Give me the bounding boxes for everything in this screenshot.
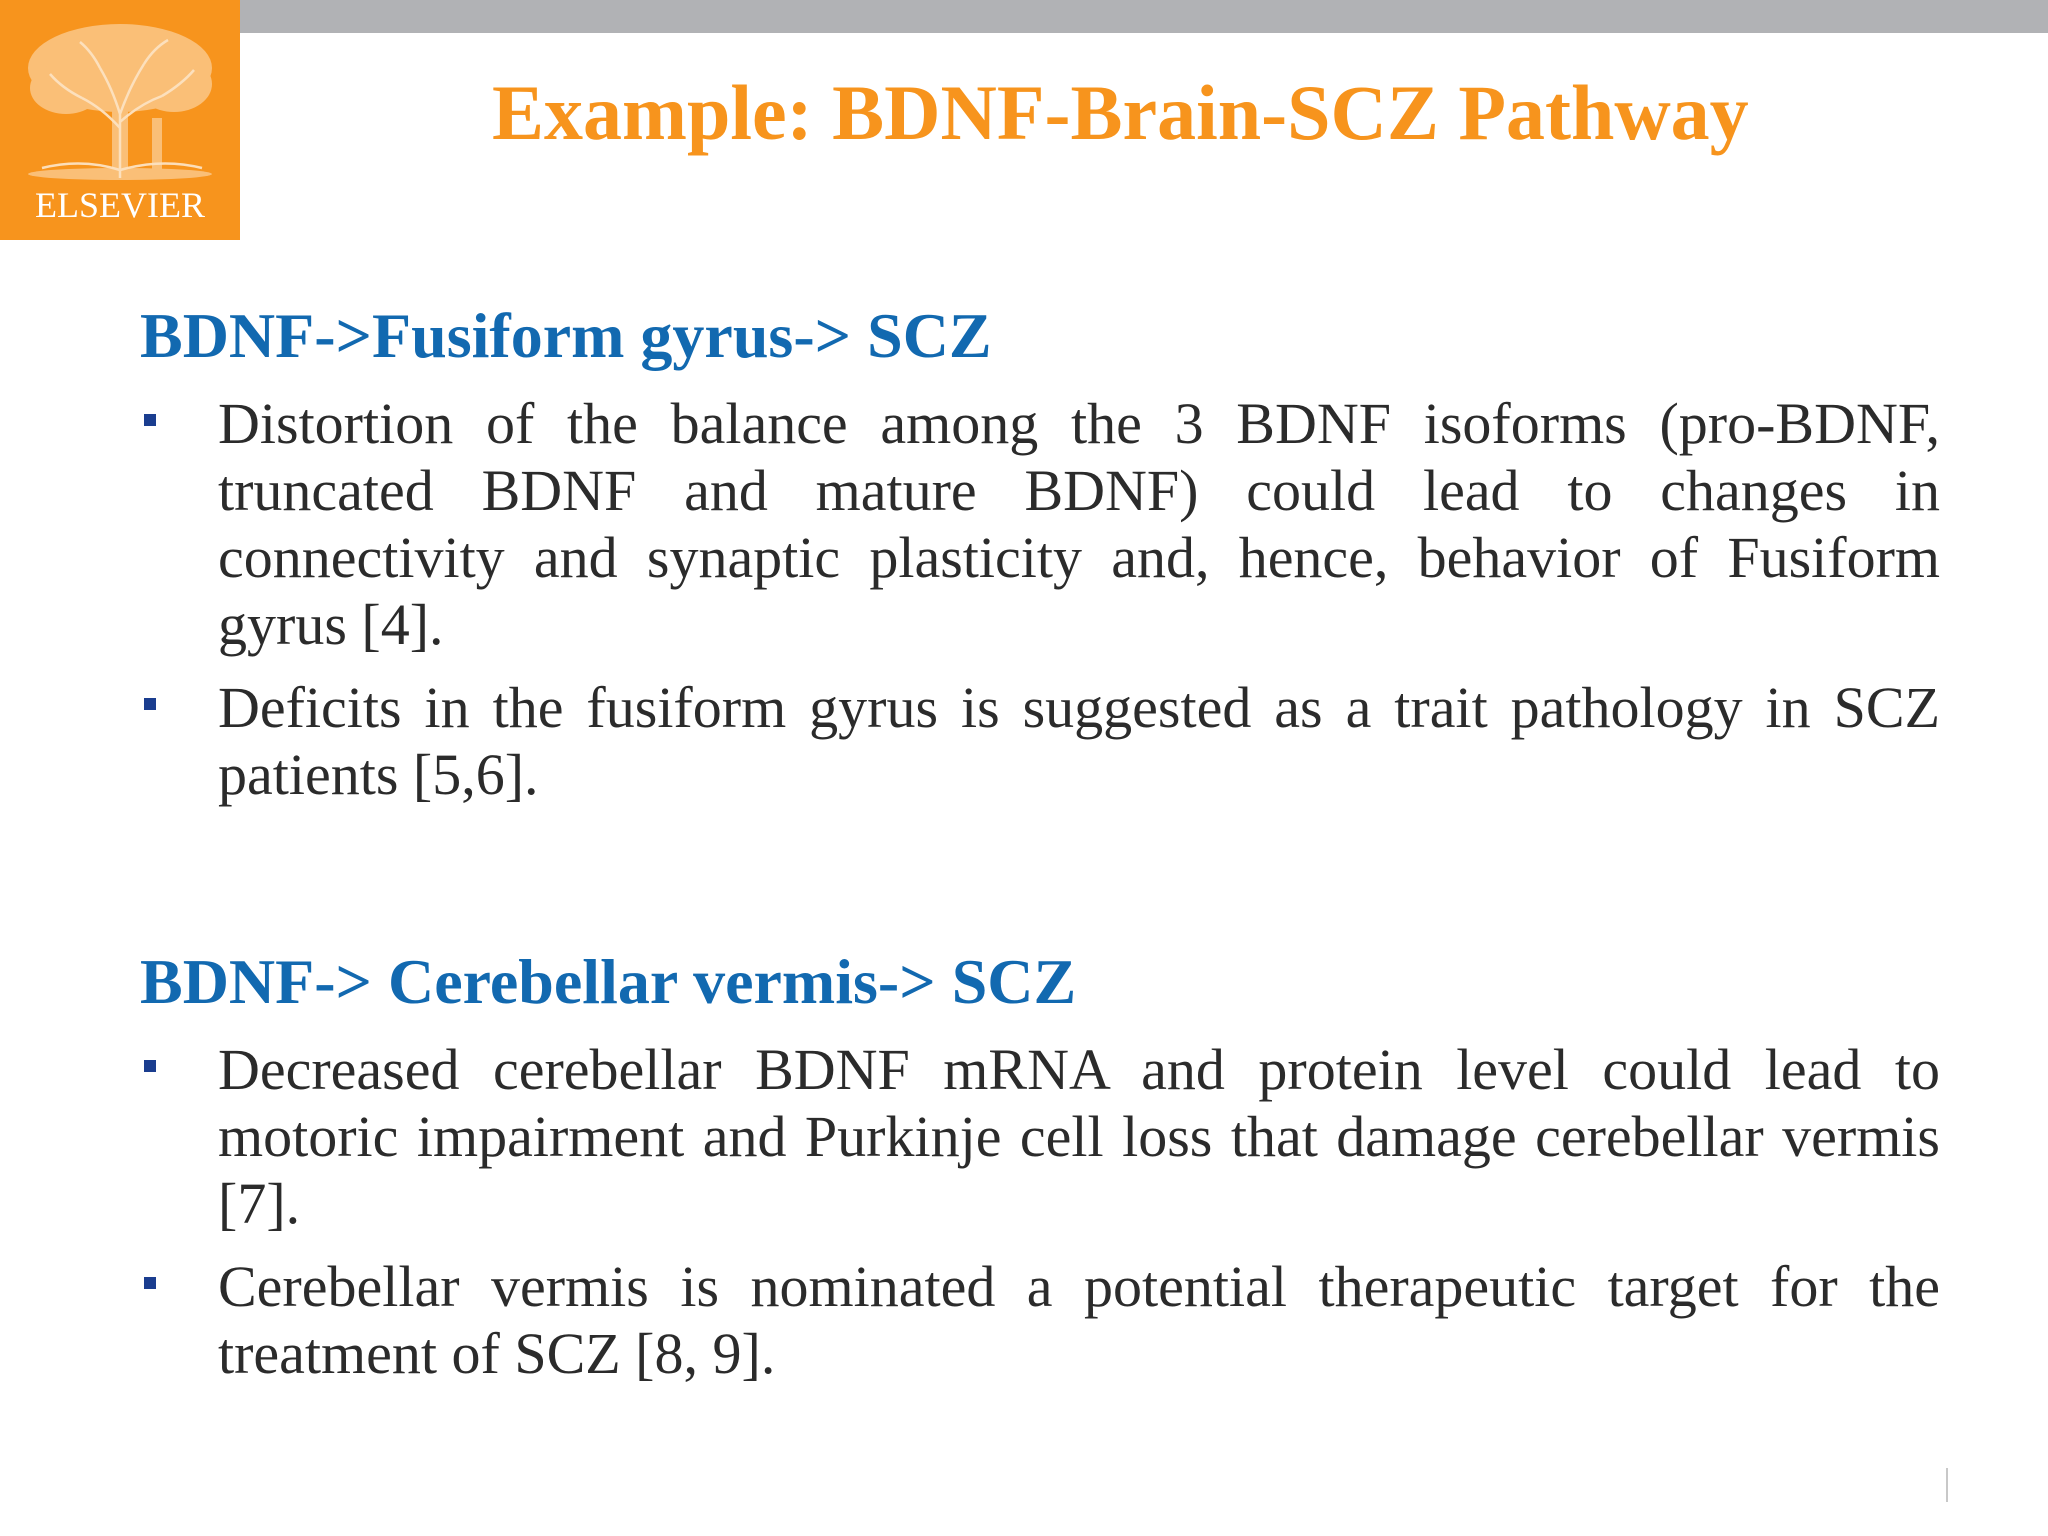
square-bullet-icon xyxy=(144,1060,156,1072)
square-bullet-icon xyxy=(144,698,156,710)
bullet-text: Distortion of the balance among the 3 BDNF isoforms (pro-BDNF, truncated BDNF and mature BDNF) could lead to changes in connectivity and synaptic plasticity and, hence, behavior of Fusiform gyrus [4]. xyxy=(218,391,1940,657)
square-bullet-icon xyxy=(144,1277,156,1289)
bullet-item xyxy=(140,1253,1940,1387)
bullet-list xyxy=(140,1036,1940,1387)
bullet-text: Decreased cerebellar BDNF mRNA and protein level could lead to motoric impairment and Purkinje cell loss that damage cerebellar vermis [7]. xyxy=(218,1037,1940,1236)
section-heading: BDNF->Fusiform gyrus-> SCZ xyxy=(140,300,992,371)
section-cerebellar xyxy=(140,944,1940,1387)
elsevier-logo xyxy=(0,0,240,240)
square-bullet-icon xyxy=(144,414,156,426)
logo-wordmark: ELSEVIER xyxy=(35,185,205,225)
section-fusiform xyxy=(140,298,1940,808)
top-bar xyxy=(0,0,2048,33)
section-heading: BDNF-> Cerebellar vermis-> SCZ xyxy=(140,946,1077,1017)
bullet-text: Cerebellar vermis is nominated a potential therapeutic target for the treatment of SCZ [8, 9]. xyxy=(218,1254,1940,1386)
bullet-text: Deficits in the fusiform gyrus is suggested as a trait pathology in SCZ patients [5,6]. xyxy=(218,675,1940,807)
corner-divider xyxy=(1946,1468,1948,1502)
bullet-item xyxy=(140,390,1940,658)
tree-logo-icon xyxy=(22,18,218,182)
bullet-item xyxy=(140,674,1940,808)
bullet-item xyxy=(140,1036,1940,1237)
bullet-list xyxy=(140,390,1940,808)
slide-title: Example: BDNF-Brain-SCZ Pathway xyxy=(492,69,1749,156)
